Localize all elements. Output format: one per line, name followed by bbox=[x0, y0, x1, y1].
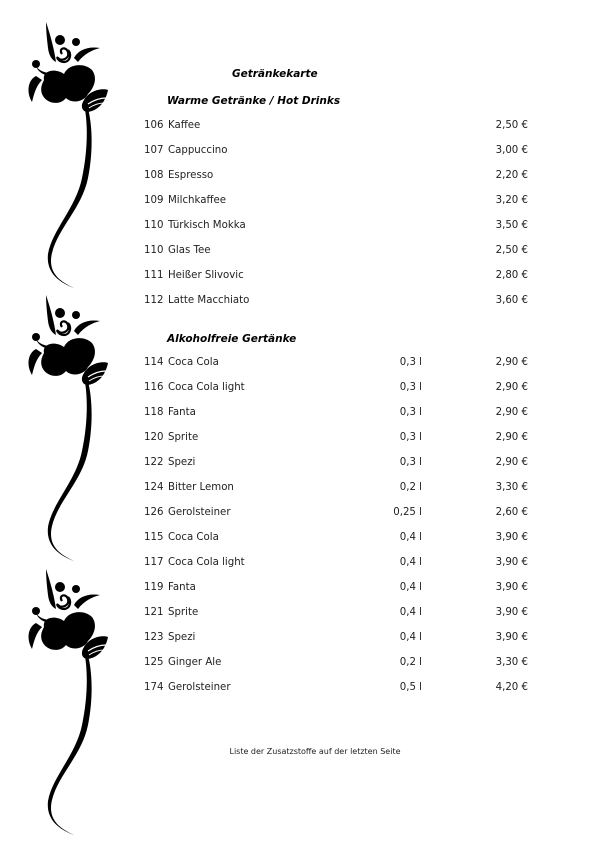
item-number: 174 bbox=[144, 682, 164, 693]
item-price: 2,80 € bbox=[495, 270, 528, 281]
menu-item bbox=[144, 245, 528, 261]
item-number: 121 bbox=[144, 607, 164, 618]
item-name: Fanta bbox=[168, 582, 196, 593]
item-price: 2,90 € bbox=[495, 407, 528, 418]
item-number: 125 bbox=[144, 657, 164, 668]
menu-item bbox=[144, 170, 528, 186]
menu-item bbox=[144, 270, 528, 286]
menu-item bbox=[144, 145, 528, 161]
item-volume: 0,3 l bbox=[399, 357, 422, 368]
menu-item bbox=[144, 482, 528, 498]
item-name: Gerolsteiner bbox=[168, 507, 231, 518]
item-name: Milchkaffee bbox=[168, 195, 227, 206]
item-number: 106 bbox=[144, 120, 164, 131]
item-name: Cappuccino bbox=[168, 145, 228, 156]
item-price: 4,20 € bbox=[495, 682, 528, 693]
item-name: Coca Cola bbox=[168, 357, 219, 368]
item-number: 117 bbox=[144, 557, 164, 568]
item-number: 122 bbox=[144, 457, 164, 468]
item-price: 3,20 € bbox=[495, 195, 528, 206]
item-number: 115 bbox=[144, 532, 164, 543]
item-volume: 0,4 l bbox=[399, 532, 422, 543]
item-number: 107 bbox=[144, 145, 164, 156]
item-price: 2,50 € bbox=[495, 120, 528, 131]
item-volume: 0,4 l bbox=[399, 582, 422, 593]
menu-item bbox=[144, 507, 528, 523]
item-price: 2,90 € bbox=[495, 357, 528, 368]
item-volume: 0,3 l bbox=[399, 407, 422, 418]
menu-item bbox=[144, 657, 528, 673]
item-volume: 0,3 l bbox=[399, 457, 422, 468]
item-price: 2,60 € bbox=[495, 507, 528, 518]
item-name: Fanta bbox=[168, 407, 196, 418]
item-price: 3,90 € bbox=[495, 532, 528, 543]
item-name: Gerolsteiner bbox=[168, 682, 231, 693]
item-price: 3,30 € bbox=[495, 482, 528, 493]
menu-title: Getränkekarte bbox=[232, 68, 318, 80]
item-name: Coca Cola bbox=[168, 532, 219, 543]
menu-item bbox=[144, 632, 528, 648]
item-number: 114 bbox=[144, 357, 164, 368]
item-price: 3,00 € bbox=[495, 145, 528, 156]
item-name: Ginger Ale bbox=[168, 657, 222, 668]
item-volume: 0,4 l bbox=[399, 557, 422, 568]
item-number: 118 bbox=[144, 407, 164, 418]
item-volume: 0,3 l bbox=[399, 432, 422, 443]
menu-item bbox=[144, 195, 528, 211]
item-number: 112 bbox=[144, 295, 164, 306]
item-volume: 0,2 l bbox=[399, 657, 422, 668]
menu-item bbox=[144, 382, 528, 398]
menu-item bbox=[144, 532, 528, 548]
item-number: 109 bbox=[144, 195, 164, 206]
menu-item bbox=[144, 682, 528, 698]
item-name: Spezi bbox=[168, 632, 196, 643]
menu-item bbox=[144, 432, 528, 448]
item-number: 110 bbox=[144, 245, 164, 256]
item-price: 2,90 € bbox=[495, 432, 528, 443]
item-number: 120 bbox=[144, 432, 164, 443]
item-volume: 0,25 l bbox=[393, 507, 422, 518]
menu-item bbox=[144, 357, 528, 373]
item-price: 3,60 € bbox=[495, 295, 528, 306]
item-volume: 0,3 l bbox=[399, 382, 422, 393]
item-volume: 0,5 l bbox=[399, 682, 422, 693]
item-number: 126 bbox=[144, 507, 164, 518]
item-name: Latte Macchiato bbox=[168, 295, 250, 306]
item-volume: 0,4 l bbox=[399, 632, 422, 643]
menu-item bbox=[144, 557, 528, 573]
item-name: Kaffee bbox=[168, 120, 201, 131]
menu-item bbox=[144, 220, 528, 236]
additives-footnote: Liste der Zusatzstoffe auf der letzten Seite bbox=[229, 747, 401, 756]
section-heading-hot-drinks: Warme Getränke / Hot Drinks bbox=[167, 95, 341, 107]
item-name: Espresso bbox=[168, 170, 214, 181]
item-price: 3,90 € bbox=[495, 557, 528, 568]
menu-item bbox=[144, 407, 528, 423]
flower-ornament-icon bbox=[12, 565, 112, 840]
menu-item bbox=[144, 295, 528, 311]
item-number: 110 bbox=[144, 220, 164, 231]
item-name: Coca Cola light bbox=[168, 382, 245, 393]
item-name: Bitter Lemon bbox=[168, 482, 234, 493]
item-volume: 0,2 l bbox=[399, 482, 422, 493]
item-price: 3,90 € bbox=[495, 582, 528, 593]
item-number: 116 bbox=[144, 382, 164, 393]
section-heading-soft-drinks: Alkoholfreie Gertänke bbox=[167, 333, 297, 345]
item-price: 3,50 € bbox=[495, 220, 528, 231]
item-price: 2,90 € bbox=[495, 382, 528, 393]
item-price: 2,90 € bbox=[495, 457, 528, 468]
item-name: Sprite bbox=[168, 607, 199, 618]
item-name: Glas Tee bbox=[168, 245, 211, 256]
item-volume: 0,4 l bbox=[399, 607, 422, 618]
item-number: 111 bbox=[144, 270, 164, 281]
item-price: 3,30 € bbox=[495, 657, 528, 668]
item-price: 2,50 € bbox=[495, 245, 528, 256]
item-name: Heißer Slivovic bbox=[168, 270, 244, 281]
item-number: 119 bbox=[144, 582, 164, 593]
item-number: 108 bbox=[144, 170, 164, 181]
item-number: 124 bbox=[144, 482, 164, 493]
item-name: Spezi bbox=[168, 457, 196, 468]
menu-item bbox=[144, 582, 528, 598]
item-name: Türkisch Mokka bbox=[168, 220, 246, 231]
menu-item bbox=[144, 457, 528, 473]
flower-ornament-icon bbox=[12, 291, 112, 566]
item-price: 2,20 € bbox=[495, 170, 528, 181]
menu-item bbox=[144, 607, 528, 623]
item-price: 3,90 € bbox=[495, 607, 528, 618]
item-name: Sprite bbox=[168, 432, 199, 443]
item-number: 123 bbox=[144, 632, 164, 643]
item-price: 3,90 € bbox=[495, 632, 528, 643]
menu-item bbox=[144, 120, 528, 136]
item-name: Coca Cola light bbox=[168, 557, 245, 568]
flower-ornament-icon bbox=[12, 18, 112, 293]
